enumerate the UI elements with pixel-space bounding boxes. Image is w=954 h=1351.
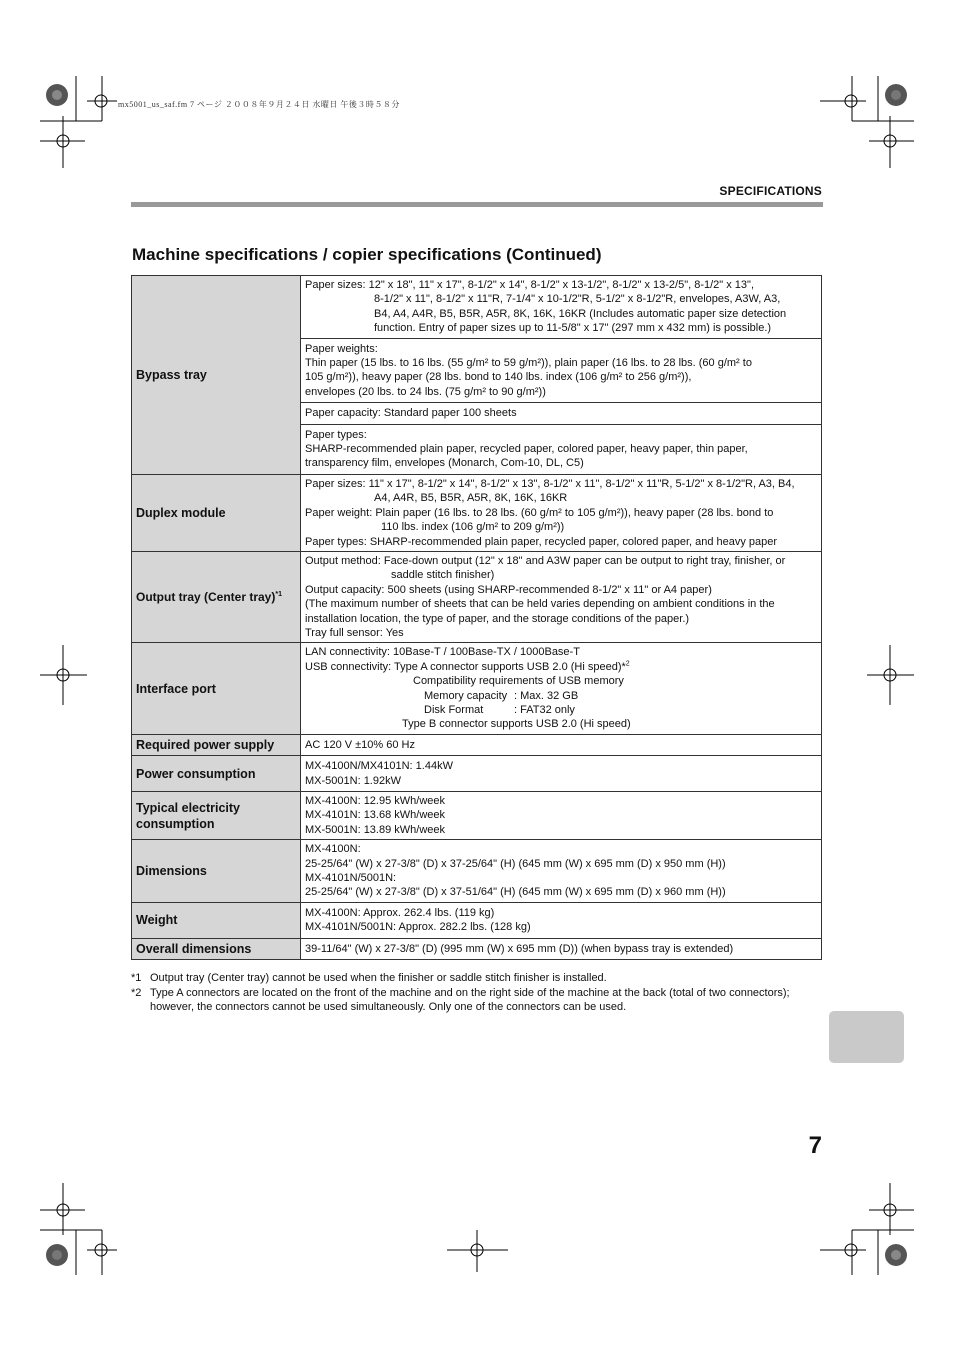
label-line: consumption bbox=[136, 816, 215, 831]
disk-format-value: : FAT32 only bbox=[514, 703, 575, 716]
text-line: LAN connectivity: 10Base-T / 100Base-TX / 1000Base-T bbox=[305, 646, 580, 659]
text-line: MX-4100N/MX4101N: 1.44kW bbox=[305, 760, 453, 773]
text-line: Output capacity: 500 sheets (using SHARP-recommended 8-1/2" x 11" or A4 paper) bbox=[305, 583, 712, 596]
row-label-power-consumption: Power consumption bbox=[132, 756, 301, 792]
text-line: Tray full sensor: Yes bbox=[305, 626, 404, 639]
dimensions-values bbox=[301, 840, 822, 903]
text-line: Compatibility requirements of USB memory bbox=[413, 675, 624, 688]
label-line: Typical electricity bbox=[136, 800, 240, 815]
text-line: installation location, the type of paper, and the storage conditions of the paper.) bbox=[305, 612, 690, 625]
table-row bbox=[132, 840, 822, 903]
spec-table bbox=[131, 275, 822, 960]
row-label-dimensions: Dimensions bbox=[132, 840, 301, 903]
row-label-output-tray bbox=[132, 551, 301, 642]
text-line: Thin paper (15 lbs. to 16 lbs. (55 g/m² to 59 g/m²)), plain paper (16 lbs. to 28 lbs. (60 g/m² to bbox=[305, 357, 752, 370]
text-line: Output method: Face-down output (12" x 18" and A3W paper can be output to right tray, finisher, or bbox=[305, 554, 786, 567]
interface-details bbox=[301, 643, 822, 734]
usb-text: USB connectivity: Type A connector supports USB 2.0 (Hi speed)* bbox=[305, 660, 626, 673]
bypass-paper-capacity: Paper capacity: Standard paper 100 sheets bbox=[301, 403, 822, 424]
text-line: B4, A4, A4R, B5, B5R, A5R, 8K, 16K, 16KR (Includes automatic paper size detection bbox=[374, 307, 787, 320]
text-line: envelopes (20 lbs. to 24 lbs. (75 g/m² to 90 g/m²)) bbox=[305, 385, 546, 398]
output-tray-details bbox=[301, 551, 822, 642]
footnote-text: Output tray (Center tray) cannot be used when the finisher or saddle stitch finisher is installed. bbox=[150, 972, 607, 984]
text-line: 105 g/m²)), heavy paper (28 lbs. bond to 140 lbs. index (106 g/m² to 256 g/m²)), bbox=[305, 371, 692, 384]
text-line: Paper types: bbox=[305, 428, 367, 441]
row-label-interface-port: Interface port bbox=[132, 643, 301, 734]
text-line: MX-5001N: 13.89 kWh/week bbox=[305, 823, 446, 836]
text-line: transparency film, envelopes (Monarch, Com-10, DL, C5) bbox=[305, 457, 584, 470]
section-header: SPECIFICATIONS bbox=[719, 184, 822, 198]
footnote-2 bbox=[131, 986, 831, 1015]
text-line: MX-4100N: 12.95 kWh/week bbox=[305, 795, 446, 807]
bypass-paper-types bbox=[301, 424, 822, 474]
row-label-duplex-module: Duplex module bbox=[132, 474, 301, 551]
table-row bbox=[132, 643, 822, 734]
page-title: Machine specifications / copier specifications (Continued) bbox=[132, 245, 602, 264]
bypass-paper-weights bbox=[301, 338, 822, 403]
mem-cap-label: Memory capacity bbox=[424, 689, 508, 702]
text-line: saddle stitch finisher) bbox=[391, 569, 495, 582]
text-line: MX-4101N: 13.68 kWh/week bbox=[305, 809, 446, 822]
footnote-ref: *1 bbox=[275, 591, 282, 599]
text-line: (The maximum number of sheets that can be held varies depending on ambient conditions in the bbox=[305, 598, 775, 611]
table-row bbox=[132, 756, 822, 792]
bypass-paper-sizes bbox=[301, 276, 822, 339]
text-line bbox=[305, 660, 817, 674]
header-rule bbox=[131, 202, 823, 207]
text-line bbox=[305, 703, 817, 717]
text-line: MX-4100N: Approx. 262.4 lbs. (119 kg) bbox=[305, 906, 495, 919]
weight-values bbox=[301, 902, 822, 938]
printer-slug-line: mx5001_us_saf.fm 7 ページ ２００８年９月２４日 水曜日 午後３時５８分 bbox=[118, 100, 400, 109]
row-label-weight: Weight bbox=[132, 902, 301, 938]
text-line: Paper weights: bbox=[305, 342, 378, 355]
table-row bbox=[132, 276, 822, 339]
text-line: MX-5001N: 1.92kW bbox=[305, 774, 401, 787]
table-row bbox=[132, 474, 822, 551]
power-consumption-values bbox=[301, 756, 822, 792]
text-line: MX-4101N/5001N: Approx. 282.2 lbs. (128 kg) bbox=[305, 921, 531, 934]
text-line: 25-25/64" (W) x 27-3/8" (D) x 37-51/64" (H) (645 mm (W) x 695 mm (D) x 960 mm (H)) bbox=[305, 886, 726, 899]
text-line: SHARP-recommended plain paper, recycled paper, colored paper, heavy paper, thin paper, bbox=[305, 443, 748, 456]
footnotes bbox=[131, 971, 831, 1015]
row-label-bypass-tray: Bypass tray bbox=[132, 276, 301, 475]
text-line: 110 lbs. index (106 g/m² to 209 g/m²)) bbox=[381, 521, 565, 534]
table-row bbox=[132, 902, 822, 938]
overall-dimensions-value: 39-11/64" (W) x 27-3/8" (D) (995 mm (W) x 695 mm (D)) (when bypass tray is extended) bbox=[301, 938, 822, 959]
label-text: Output tray (Center tray) bbox=[136, 590, 276, 605]
duplex-details bbox=[301, 474, 822, 551]
footnote-ref: 2 bbox=[625, 660, 630, 668]
chapter-tab bbox=[829, 1011, 904, 1063]
text-line: 25-25/64" (W) x 27-3/8" (D) x 37-25/64" (H) (645 mm (W) x 695 mm (D) x 950 mm (H)) bbox=[305, 857, 726, 870]
mem-cap-value: : Max. 32 GB bbox=[514, 689, 579, 702]
text-line: Type B connector supports USB 2.0 (Hi speed) bbox=[402, 718, 631, 731]
text-line: MX-4101N/5001N: bbox=[305, 872, 397, 885]
footnote-mark: *2 bbox=[131, 986, 142, 999]
typical-electricity-values bbox=[301, 792, 822, 840]
row-label-overall-dimensions: Overall dimensions bbox=[132, 938, 301, 959]
text-line: Paper weight: Plain paper (16 lbs. to 28 lbs. (60 g/m² to 105 g/m²)), heavy paper (28 lbs. bond to bbox=[305, 506, 774, 519]
footnote-1 bbox=[131, 971, 831, 986]
table-row bbox=[132, 551, 822, 642]
footnote-text: Type A connectors are located on the front of the machine and on the right side of the machine at the back (total of two connectors); however, the connectors cannot be used simultaneously. Only one of the connectors can be used. bbox=[150, 986, 790, 1013]
text-line bbox=[305, 689, 817, 703]
table-row bbox=[132, 938, 822, 959]
table-row bbox=[132, 734, 822, 755]
disk-format-label: Disk Format bbox=[424, 703, 484, 716]
text-line: Paper sizes: 11" x 17", 8-1/2" x 14", 8-1/2" x 13", 8-1/2" x 11", 8-1/2" x 11"R, 5-1/2" x 8-1/2"R, A3, B4, bbox=[305, 477, 795, 490]
footnote-mark: *1 bbox=[131, 972, 142, 984]
text-line: MX-4100N: bbox=[305, 843, 361, 856]
row-label-typical-electricity bbox=[132, 792, 301, 840]
table-row bbox=[132, 792, 822, 840]
text-line: Paper sizes: 12" x 18", 11" x 17", 8-1/2" x 14", 8-1/2" x 13-1/2", 8-1/2" x 13-2/5", 8-1/2" x 13", bbox=[305, 279, 754, 291]
row-label-power-supply: Required power supply bbox=[132, 734, 301, 755]
text-line: 8-1/2" x 11", 8-1/2" x 11"R, 7-1/4" x 10-1/2"R, 5-1/2" x 8-1/2"R, envelopes, A3W, A3, bbox=[374, 293, 781, 306]
power-supply-value: AC 120 V ±10% 60 Hz bbox=[301, 734, 822, 755]
page-number: 7 bbox=[808, 1132, 822, 1159]
text-line: A4, A4R, B5, B5R, A5R, 8K, 16K, 16KR bbox=[374, 492, 568, 505]
text-line: function. Entry of paper sizes up to 11-5/8" x 17" (297 mm x 432 mm) is possible.) bbox=[374, 322, 772, 335]
text-line: Paper types: SHARP-recommended plain paper, recycled paper, colored paper, and heavy paper bbox=[305, 535, 778, 548]
